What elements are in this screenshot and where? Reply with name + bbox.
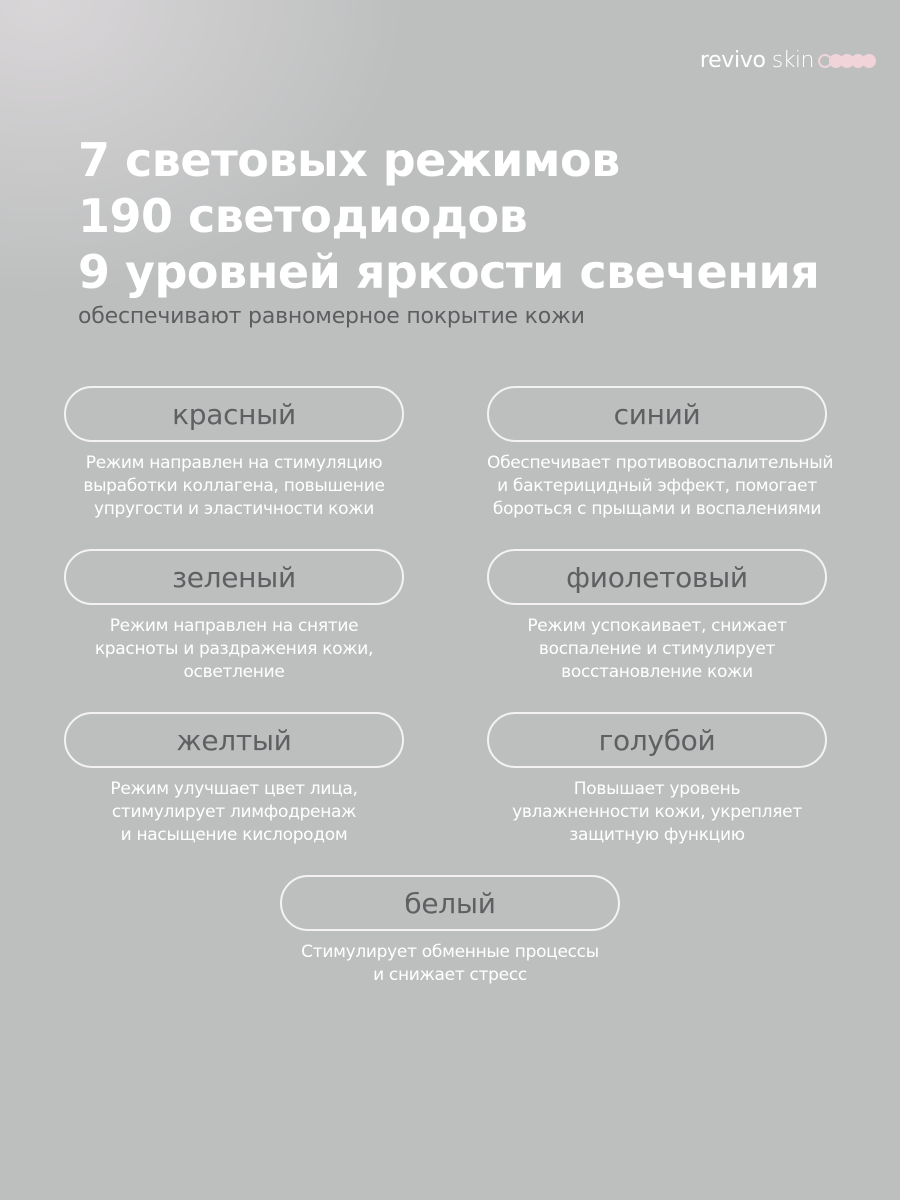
mode-card-yellow	[64, 712, 404, 847]
logo-text-revivo: revivo	[699, 48, 766, 73]
logo-dots-icon	[818, 54, 876, 68]
mode-pill-red: красный	[64, 386, 404, 442]
hero-subtitle: обеспечивают равномерное покрытие кожи	[78, 304, 585, 329]
mode-pill-blue: синий	[487, 386, 827, 442]
mode-description-line: защитную функцию	[569, 825, 745, 845]
mode-description-line: упругости и эластичности кожи	[93, 499, 375, 519]
mode-description-line: выработки коллагена, повышение	[83, 476, 385, 496]
mode-description-line: осветление	[183, 662, 285, 682]
mode-card-green	[64, 549, 404, 684]
mode-description-blue	[487, 452, 834, 521]
mode-card-light-blue	[487, 712, 827, 847]
mode-card-violet	[487, 549, 827, 684]
mode-description-line: и снижает стресс	[373, 965, 527, 985]
mode-pill-white: белый	[280, 875, 620, 931]
mode-description-violet	[487, 615, 827, 684]
mode-pill-violet: фиолетовый	[487, 549, 827, 605]
mode-description-white	[280, 941, 620, 987]
mode-description-yellow	[64, 778, 404, 847]
mode-card-white	[280, 875, 620, 987]
mode-pill-green: зеленый	[64, 549, 404, 605]
logo-text-skin: skin	[771, 48, 814, 73]
mode-description-line: воспаление и стимулирует	[538, 639, 776, 659]
mode-description-line: восстановление кожи	[561, 662, 753, 682]
mode-pill-light-blue: голубой	[487, 712, 827, 768]
hero-line-leds: 190 светодиодов	[78, 189, 528, 243]
mode-pill-yellow: желтый	[64, 712, 404, 768]
mode-description-line: Режим направлен на снятие	[109, 616, 359, 636]
hero-heading	[78, 132, 878, 329]
mode-description-line: Повышает уровень	[573, 779, 741, 799]
mode-description-line: красноты и раздражения кожи,	[94, 639, 374, 659]
mode-description-light-blue	[487, 778, 827, 847]
mode-description-line: увлажненности кожи, укрепляет	[512, 802, 802, 822]
mode-description-line: Обеспечивает противовоспалительный	[487, 453, 834, 473]
mode-description-line: Режим успокаивает, снижает	[527, 616, 787, 636]
mode-description-green	[64, 615, 404, 684]
mode-description-line: бороться с прыщами и воспалениями	[492, 499, 822, 519]
mode-description-red	[64, 452, 404, 521]
mode-description-line: стимулирует лимфодренаж	[111, 802, 357, 822]
brand-logo	[700, 48, 876, 73]
mode-description-line: Стимулирует обменные процессы	[301, 942, 599, 962]
mode-card-blue	[487, 386, 834, 521]
mode-description-line: Режим направлен на стимуляцию	[85, 453, 383, 473]
mode-description-line: и насыщение кислородом	[120, 825, 348, 845]
hero-line-brightness: 9 уровней яркости свечения	[78, 245, 820, 299]
mode-description-line: Режим улучшает цвет лица,	[110, 779, 358, 799]
mode-description-line: и бактерицидный эффект, помогает	[497, 476, 817, 496]
hero-line-modes: 7 световых режимов	[78, 133, 620, 187]
mode-card-red	[64, 386, 404, 521]
